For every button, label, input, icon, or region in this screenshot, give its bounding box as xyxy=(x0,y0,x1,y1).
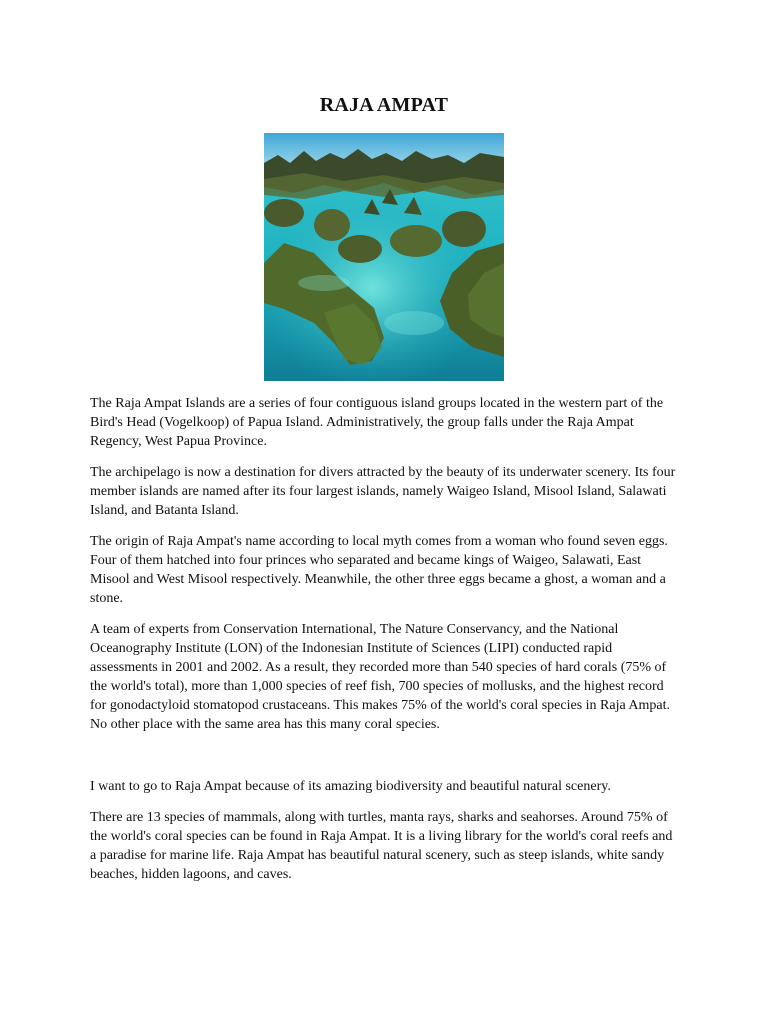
document-title: RAJA AMPAT xyxy=(319,94,449,116)
paragraph-spacer xyxy=(90,746,680,777)
paragraph-archipelago: The archipelago is now a destination for divers attracted by the beauty of its underwater scenery. Its four member islands are named after its four largest islands, namely Waigeo Island, Misool Island, Salawati Island, and Batanta Island. xyxy=(90,465,676,518)
aerial-islands-image xyxy=(264,133,504,381)
paragraph-biodiversity: There are 13 species of mammals, along with turtles, manta rays, sharks and seahorses. Around 75% of the world's coral species can be found in Raja Ampat. It is a living library for the world's coral reefs and a paradise for marine life. Raja Ampat has beautiful natural scenery, such as steep islands, white sandy beaches, hidden lagoons, and caves. xyxy=(90,810,673,882)
paragraph-origin-myth: The origin of Raja Ampat's name according to local myth comes from a woman who found seven eggs. Four of them hatched into four princes who separated and became kings of Waigeo, Salawati, East Misool and West Misool respectively. Meanwhile, the other three eggs became a ghost, a woman and a stone. xyxy=(90,534,668,606)
paragraph-expert-survey: A team of experts from Conservation International, The Nature Conservancy, and the National Oceanography Institute (LON) of the Indonesian Institute of Sciences (LIPI) conducted rapid assessments in 2001 and 2002. As a result, they recorded more than 540 species of hard corals (75% of the world's total), more than 1,000 species of reef fish, 700 species of mollusks, and the highest record for gonodactyloid stomatopod crustaceans. This makes 75% of the world's coral species in Raja Ampat. No other place with the same area has this many coral species. xyxy=(90,622,671,732)
document-body xyxy=(90,394,680,896)
paragraph-intro: The Raja Ampat Islands are a series of four contiguous island groups located in the western part of the Bird's Head (Vogelkoop) of Papua Island. Administratively, the group falls under the Raja Ampat Regency, West Papua Province. xyxy=(90,396,664,449)
paragraph-personal-reason: I want to go to Raja Ampat because of its amazing biodiversity and beautiful natural scenery. xyxy=(90,779,611,794)
raja-ampat-photo xyxy=(264,133,504,381)
